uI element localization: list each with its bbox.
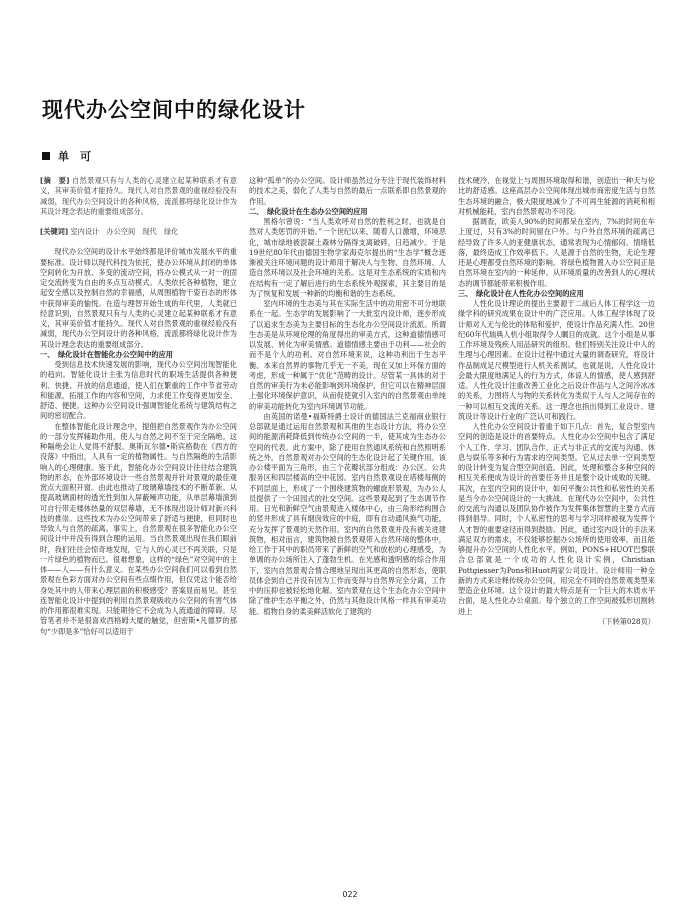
section-heading: 二、 绿化设计在生态办公空间的应用: [249, 206, 368, 216]
author-line: [42, 148, 91, 164]
paragraph: 据调查，欧美人90%的时间都呆在室内，7%的时间在车上度过，只有3%的时间留在户外。与户外自然环境的疏离已经导致了许多人的亚健康状态，通常表现为心情郁闷、情绪低落，最终造成工作效率低下。人是源于自然的生物，无论生理还是心理都受自然环境的影响。将绿色植物置入办公空间正是自然环境在室内的一种延伸。从环境质量的改善到人的心理状态的调节都能带来积极作用。: [458, 217, 655, 288]
keywords: [40, 227, 237, 237]
paragraph: 在整体智能化设计理念中，提倡把自然景观作为办公空间的一部分发挥辅助作用，使人与自然之间不至于完全隔绝。这种隔绝会让人觉得不舒服。奥斯瓦尔德•斯宾格勒在《西方的没落》中指出，人具有一定的植物属性。与自然隔绝的生活影响人的心理健康。鉴于此，智能化办公空间设计往往结合建筑物的形态，在外部环境设计一些自然景观并针对景观的最佳观赏点大面积开窗。由此也推动了玻璃幕墙技术的不断革新。从提高玻璃面材的透光性到加入屏蔽噪声功能，从单层幕墙演到可自行带走楼体热量的双层幕墙，无不体现出设计师对新兴科技的推崇。这些技术为办公空间带来了舒适与便捷，但同时也导致人与自然的疏离。事实上，自然景观在很多智能化办公空间设计中并没有得到合理的运用。当自然景观出现在我们眼前时，我们往往会惊奇地发现，它与人的心灵已不再关联，只是一片绿色的植物而已。很难想象，这样的“绿色”对空间中的主体——人——有什么意义。在某些办公空间我们可以看到自然景观在色彩方面对办公空间有些点缀作用，但仅凭这个能否给身处其中的人带来心理层面的积极感受？答案显而易见。甚至连智能化设计中提到的利用自然景观吸收办公空间的有害气体的作用都很难实现。只能期待它不会成为人流通道的障碍。尽管笔者并不是很喜欢西格姆大厦的触觉，但密斯•凡德罗的那句“少即是多”恰好可以适用于: [40, 421, 237, 636]
article-title: 现代办公空间中的绿化设计: [42, 98, 306, 122]
paragraph: 室内环境的生态美与其在实际生活中的功用密不可分地联系在一起。生态学的发展影响了一大批室内设计师，逐步形成了以追求生态美为主要目标的生态化办公空间设计流派。所谓生态美是从环境伦理的角度得出的审美方式，这种道德情感可以发展、转化为审美情感。道德情感主要由于功利——社会的而不是个人的功利。对自然环境来说，这种功利出于生态平衡。本来自然界的事物几乎无一不美，现在又加上环保方面的考虑，形成一种属于“优化”范畴的设计。尽管某一具体的对于自然的审美行为未必能影响到环境保护，但它可以在精神层面上强化环境保护意识，从而促使就引入室内的自然景观由单纯的审美功能转化为室内环境调节功能。: [249, 299, 446, 411]
square-bullet-icon: [42, 152, 50, 160]
keywords-text: 室内设计 办公空间 现代 绿化: [70, 227, 179, 236]
column-3-body: [458, 176, 655, 617]
column-2: [249, 176, 446, 876]
page-number: 022: [342, 890, 358, 899]
author-name: 单 可: [58, 150, 91, 163]
column-2-body: [249, 176, 446, 617]
paragraph: 黑格尔曾说：“当人类欢呼对自然的胜利之时，也就是自然对人类惩罚的开始。”一个世纪以来，随着人口激增，环境恶化，城市绿地被混凝土森林分隔得支离破碎，日趋减少。于是19世纪80年代由德国生物学家海克尔提出的“生态学”概念逐渐被关注环境问题的设计师用于解决人与生物、自然环境、人造自然环境以及社会环境的关系。这是对生态系统的实质和内在结构有一定了解后进行的生态系统外观探索，其主要目的是为了恢复和发展一种新的均衡和谐的生态系统。: [249, 217, 446, 298]
paragraph: 由英国的诺曼•福斯特爵士设计的德国法兰克福商业银行总部就是通过运用自然景观和其他的生态设计方法，将办公空间的能源消耗降低到传统办公空间的一半，使其成为生态办公空间的代表。此方案中，除了使用自然通风系统和自然照明系统之外，自然景观对办公空间的生态化设计起了关键作用。该办公楼平面为三角形，由三个花瓣状部分组成：办公区、公共服务区和四层楼高的空中花园。室内自然景观设在塔楼每侧的不同层面上，形成了一个围绕建筑物的螺旋形景观，为办公人员提供了一个田园式的社交空间。这些景观起到了生态调节作用。日光和新鲜空气由景观进入楼体中心，由三角形结构围合的竖井形成了具有烟囱效应的中庭，即有自动通风换气功能，充分发挥了景观的天然作用。室内的自然景观并没有被关进建筑物，相对而言，建筑物被自然景观带入自然环境的整体中，给工作于其中的职员带来了新鲜的空气和放松的心理感受，为单调的办公场所注入了蓬勃生机。在光感和透明感的综合作用下，室内自然景观合情合理地呈现出其更高的自然形态，使职员体会到自己并没有因为工作而变得与自然界完全分离，工作中的压抑也被轻松地化解。室内景观在这个生态化办公空间中除了维护生态平衡之外，仍然与其他设计风格一样具有审美功能。植物自身的柔美鲜活软化了建筑的: [249, 411, 446, 616]
paragraph: 人性化设计理论的提出主要源于二战后人体工程学这一边缘学科的研究成果在设计中的广泛应用。人体工程学体现了设计师对人无与伦比的体贴和爱护，使设计作品充满人性。20世纪60年代瑞典人机小组取得令人瞩目的成就。这个小组是从事工作环境及残疾人用品研究的组织。他们特别关注设计中人的生理与心理因素。在设计过程中通过大量的调查研究，将设计作品制成足尺模型进行人机关系测试，也就是说，人性化设计会最大限度地满足人的行为方式，体谅人的情感，使人感到舒适。人性化设计注重改善工业化之后设计作品与人之间冷冰冰的关系，力图将人与物的关系转化为类似于人与人之间存在的一种可以相互交流的关系。这一理念也指出得到工业设计、建筑设计等设计行业的广泛认可和践行。: [458, 299, 655, 421]
keywords-label: [关键词]: [40, 227, 69, 236]
section-heading: 三、 绿化设计在人性化办公空间的应用: [458, 288, 584, 298]
column-1-body: [40, 247, 237, 637]
paragraph: 现代办公空间的设计水平始终都是评价城市发展水平的重要标准。设计师以现代科技为依托，使办公环境从封闭的单体空间转化为开放、多变的流动空间，将办公模式从一对一的固定交流转变为自由的多点互动模式。人类依托各种植物，建立起安全感以及控制自然的幸福感，从周围植物干姿百态的形体中获得审美的愉悦。在造与理智开始生成的年代里，人类就已经意识到，自然景观只有与人类的心灵建立起某种联系才有意义，其审美价值才能持久。现代人对自然景观的重视经验没有减弱，现代办公空间设计的各种风格，流派都将绿化设计作为其设计理念表达的重要组成部分。: [40, 247, 237, 349]
paragraph: 受到信息技术快速发展的影响，现代办公空间出现智能化的趋向。智能化设计主张为信息时代的职场生活提供各种便利、快捷、开放的信息通道，使人们在繁重的工作中节省劳动和能源，拓展工作的内容和空间，力求使工作变得更加安全、舒适、便捷。这种办公空间设计强调智能化系统与建筑结构之间的密切配合。: [40, 360, 237, 421]
section-heading: 一、 绿化设计在智能化办公空间中的应用: [40, 349, 173, 359]
continuation-note: （下转第028页）: [598, 616, 655, 626]
column-3: [458, 176, 655, 876]
column-1: [40, 176, 237, 876]
paragraph: 这种“孤单”的办公空间。设计师虽然过分专注于现代装饰材料的技术之美，弱化了人类与自然的最后一点联系即自然景观的作用。: [249, 176, 446, 206]
paragraph: 技术硬冷，在视觉上与周围环境取得和谐，创造出一种天与伦比的舒适感。这座高层办公空间体现出城市商密度生活与自然生态环境的融合，极大限度地减少了不可再生能源的消耗和相对机械能耗，室内自然景观功不可没。: [458, 176, 655, 216]
abstract: [40, 176, 237, 217]
abstract-text: 自然景观只有与人类的心灵建立起某种联系才有意义，其审美价值才能持久。现代人对自然景观的重视经验没有减弱，现代办公空间设计的各种风格，流派都将绿化设计作为其设计理念表达的重要组成部分。: [40, 176, 237, 216]
paragraph: 人性化办公空间设计着重于如下几点：首先，复合型室内空间的创造是设计的首要特点。人性化办公空间中包含了满足个人工作、学习、团队合作、正式与非正式的交流与沟通、休息与娱乐等多种行为需求的空间类型。它从过去单一空间类型的设计转变为复合型空间创造。因此，处理和整合多种空间的相互关系便成为设计的首要任务并且是整个设计成败的关键。其次，在室内空间的设计中，如何平衡公共性和私密性的关系是当今办公空间设计的一大挑战。在现代办公空间中，公共性的交流与沟通以及团队协作被作为发挥集体智慧的主要方式而得到倡导。同时，个人私密性的思考与学习同样被视为发挥个人才智的重要途径而得到鼓励。因此，通过室内设计的手法来满足双方的需求，不仅能够挖掘办公场所的使用效率，而且能够提升办公空间的人性化水平。例如，PONS+HUOT巴黎联合总部就是一个成功的人性化设计实例，Christian Pottgiesser为Pons和Huot两家公司设计。设计师用一种全新的方式来诠释传统办公空间，用完全不同的自然景观类型来塑造企业环境。这个设计的最大特点是有一个巨大的木质水平台面，是人性化办公桌面。每个独立的工作空间被弧形切割转进上: [458, 422, 655, 616]
abstract-label: [摘 要]: [40, 176, 70, 185]
